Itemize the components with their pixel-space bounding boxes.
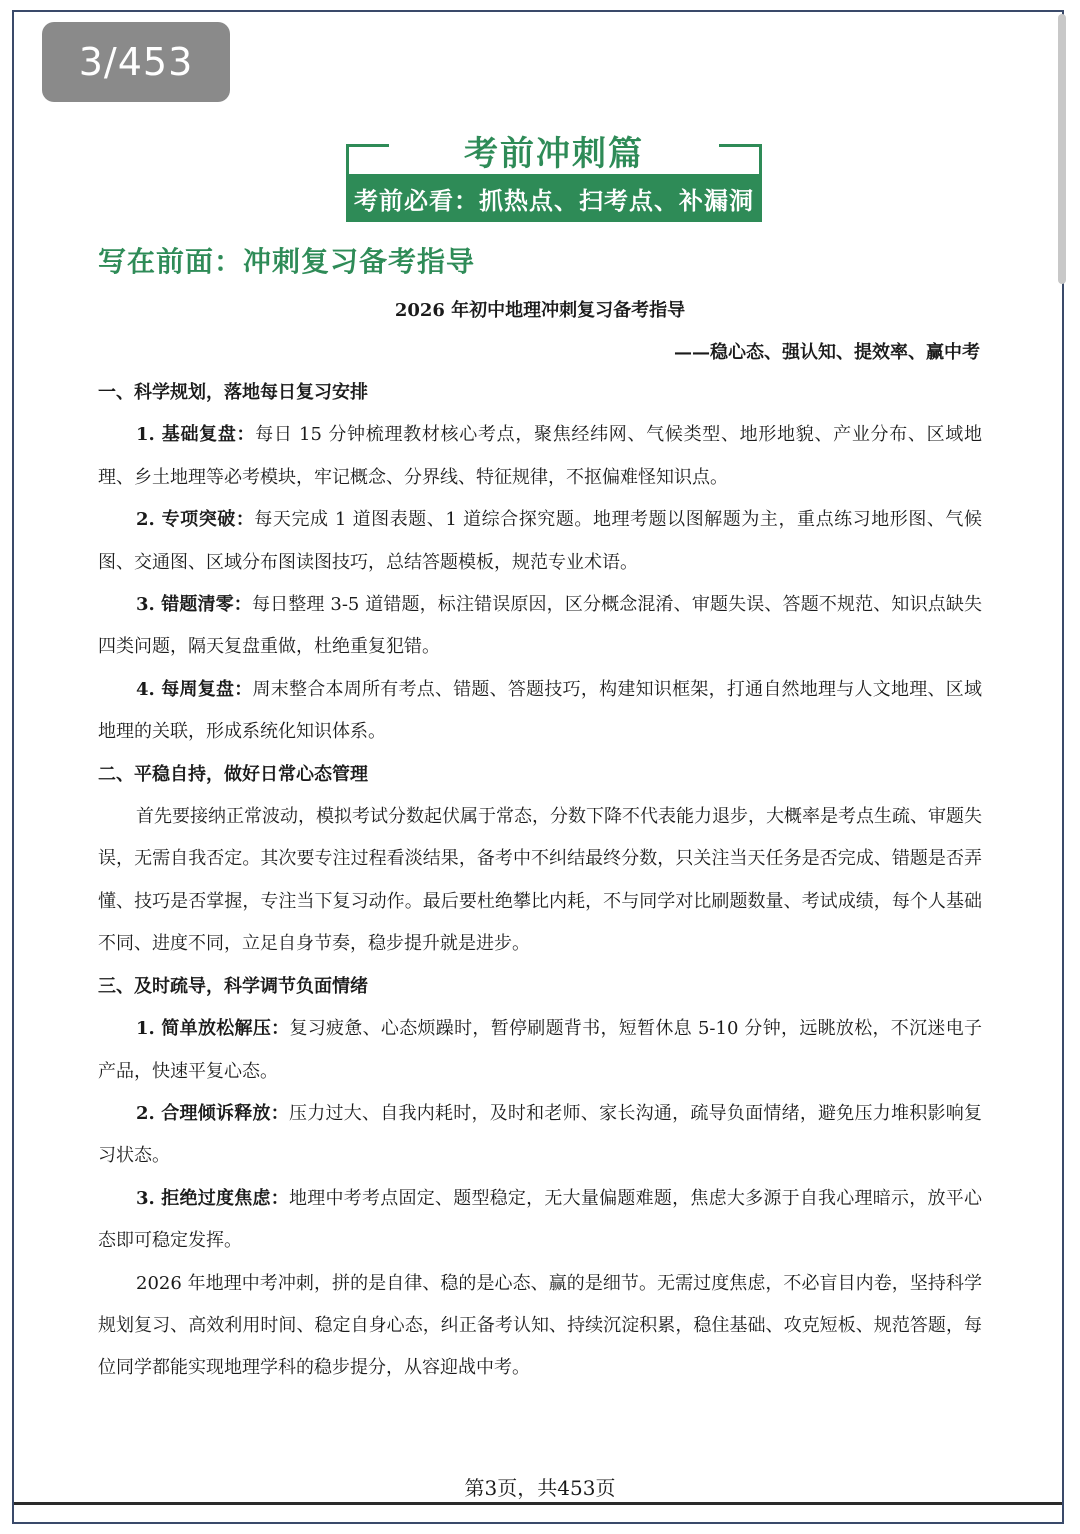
paragraph-text: 周末整合本周所有考点、错题、答题技巧，构建知识框架，打通自然地理与人文地理、区域地理的关联，形成系统化知识体系。 bbox=[98, 678, 982, 743]
paragraph bbox=[98, 499, 982, 584]
section-heading: 写在前面：冲刺复习备考指导 bbox=[98, 245, 476, 278]
paragraph-lead: 3. 错题清零： bbox=[136, 594, 252, 616]
paragraph bbox=[98, 584, 982, 669]
document-subtitle: ——稳心态、强认知、提效率、赢中考 bbox=[674, 342, 980, 363]
scrollbar-thumb[interactable] bbox=[1058, 14, 1066, 284]
page-indicator: 3/453 bbox=[42, 22, 230, 102]
banner-title: 考前冲刺篇 bbox=[464, 134, 644, 174]
heading-1: 一、科学规划，落地每日复习安排 bbox=[98, 382, 368, 403]
paragraph-text: 复习疲惫、心态烦躁时，暂停刷题背书，短暂休息 5-10 分钟，远眺放松，不沉迷电子产品，快速平复心态。 bbox=[98, 1018, 982, 1082]
paragraph-text: 每日 15 分钟梳理教材核心考点，聚焦经纬网、气候类型、地形地貌、产业分布、区域地理、乡土地理等必考模块，牢记概念、分界线、特征规律，不抠偏难怪知识点。 bbox=[98, 424, 982, 488]
document-title: 2026 年初中地理冲刺复习备考指导 bbox=[394, 300, 686, 321]
chapter-banner bbox=[346, 126, 762, 226]
banner-subtitle: 考前必看：抓热点、扫考点、补漏洞 bbox=[346, 174, 762, 222]
paragraph bbox=[98, 1178, 982, 1263]
paragraph bbox=[98, 1093, 982, 1178]
document-body bbox=[98, 372, 982, 1390]
paragraph: 首先要接纳正常波动，模拟考试分数起伏属于常态，分数下降不代表能力退步，大概率是考点生疏、审题失误，无需自我否定。其次要专注过程看淡结果，备考中不纠结最终分数，只关注当天任务是否完成、错题是否弄懂、技巧是否掌握，专注当下复习动作。最后要杜绝攀比内耗，不与同学对比刷题数量、考试成绩，每个人基础不同、进度不同，立足自身节奏，稳步提升就是进步。 bbox=[98, 806, 982, 955]
paragraph-lead: 2. 合理倾诉释放： bbox=[136, 1102, 290, 1124]
paragraph-text: 压力过大、自我内耗时，及时和老师、家长沟通，疏导负面情绪，避免压力堆积影响复习状态。 bbox=[98, 1102, 983, 1167]
heading-3: 三、及时疏导，科学调节负面情绪 bbox=[98, 975, 368, 997]
paragraph-text: 每日整理 3-5 道错题，标注错误原因，区分概念混淆、审题失误、答题不规范、知识点缺失四类问题，隔天复盘重做，杜绝重复犯错。 bbox=[98, 594, 982, 658]
paragraph-lead: 1. 基础复盘： bbox=[136, 424, 256, 446]
paragraph-lead: 3. 拒绝过度焦虑： bbox=[136, 1187, 290, 1209]
paragraph-lead: 1. 简单放松解压： bbox=[136, 1018, 290, 1040]
paragraph-lead: 2. 专项突破： bbox=[136, 509, 255, 531]
paragraph bbox=[98, 669, 982, 754]
paragraph-text: 地理中考考点固定、题型稳定，无大量偏题难题，焦虑大多源于自我心理暗示，放平心态即可稳定发挥。 bbox=[98, 1187, 983, 1252]
paragraph-lead: 4. 每周复盘： bbox=[136, 678, 253, 700]
page-footer: 第3页，共453页 bbox=[464, 1476, 616, 1500]
paragraph: 2026 年地理中考冲刺，拼的是自律、稳的是心态、赢的是细节。无需过度焦虑，不必盲目内卷，坚持科学规划复习、高效利用时间、稳定自身心态，纠正备考认知、持续沉淀积累，稳住基础、攻克短板、规范答题，每位同学都能实现地理学科的稳步提分，从容迎战中考。 bbox=[98, 1272, 982, 1379]
paragraph-text: 每天完成 1 道图表题、1 道综合探究题。地理考题以图解题为主，重点练习地形图、气候图、交通图、区域分布图读图技巧，总结答题模板，规范专业术语。 bbox=[98, 509, 982, 573]
paragraph bbox=[98, 414, 982, 499]
paragraph bbox=[98, 1008, 982, 1093]
footer-divider bbox=[14, 1502, 1062, 1505]
heading-2: 二、平稳自持，做好日常心态管理 bbox=[98, 763, 368, 785]
